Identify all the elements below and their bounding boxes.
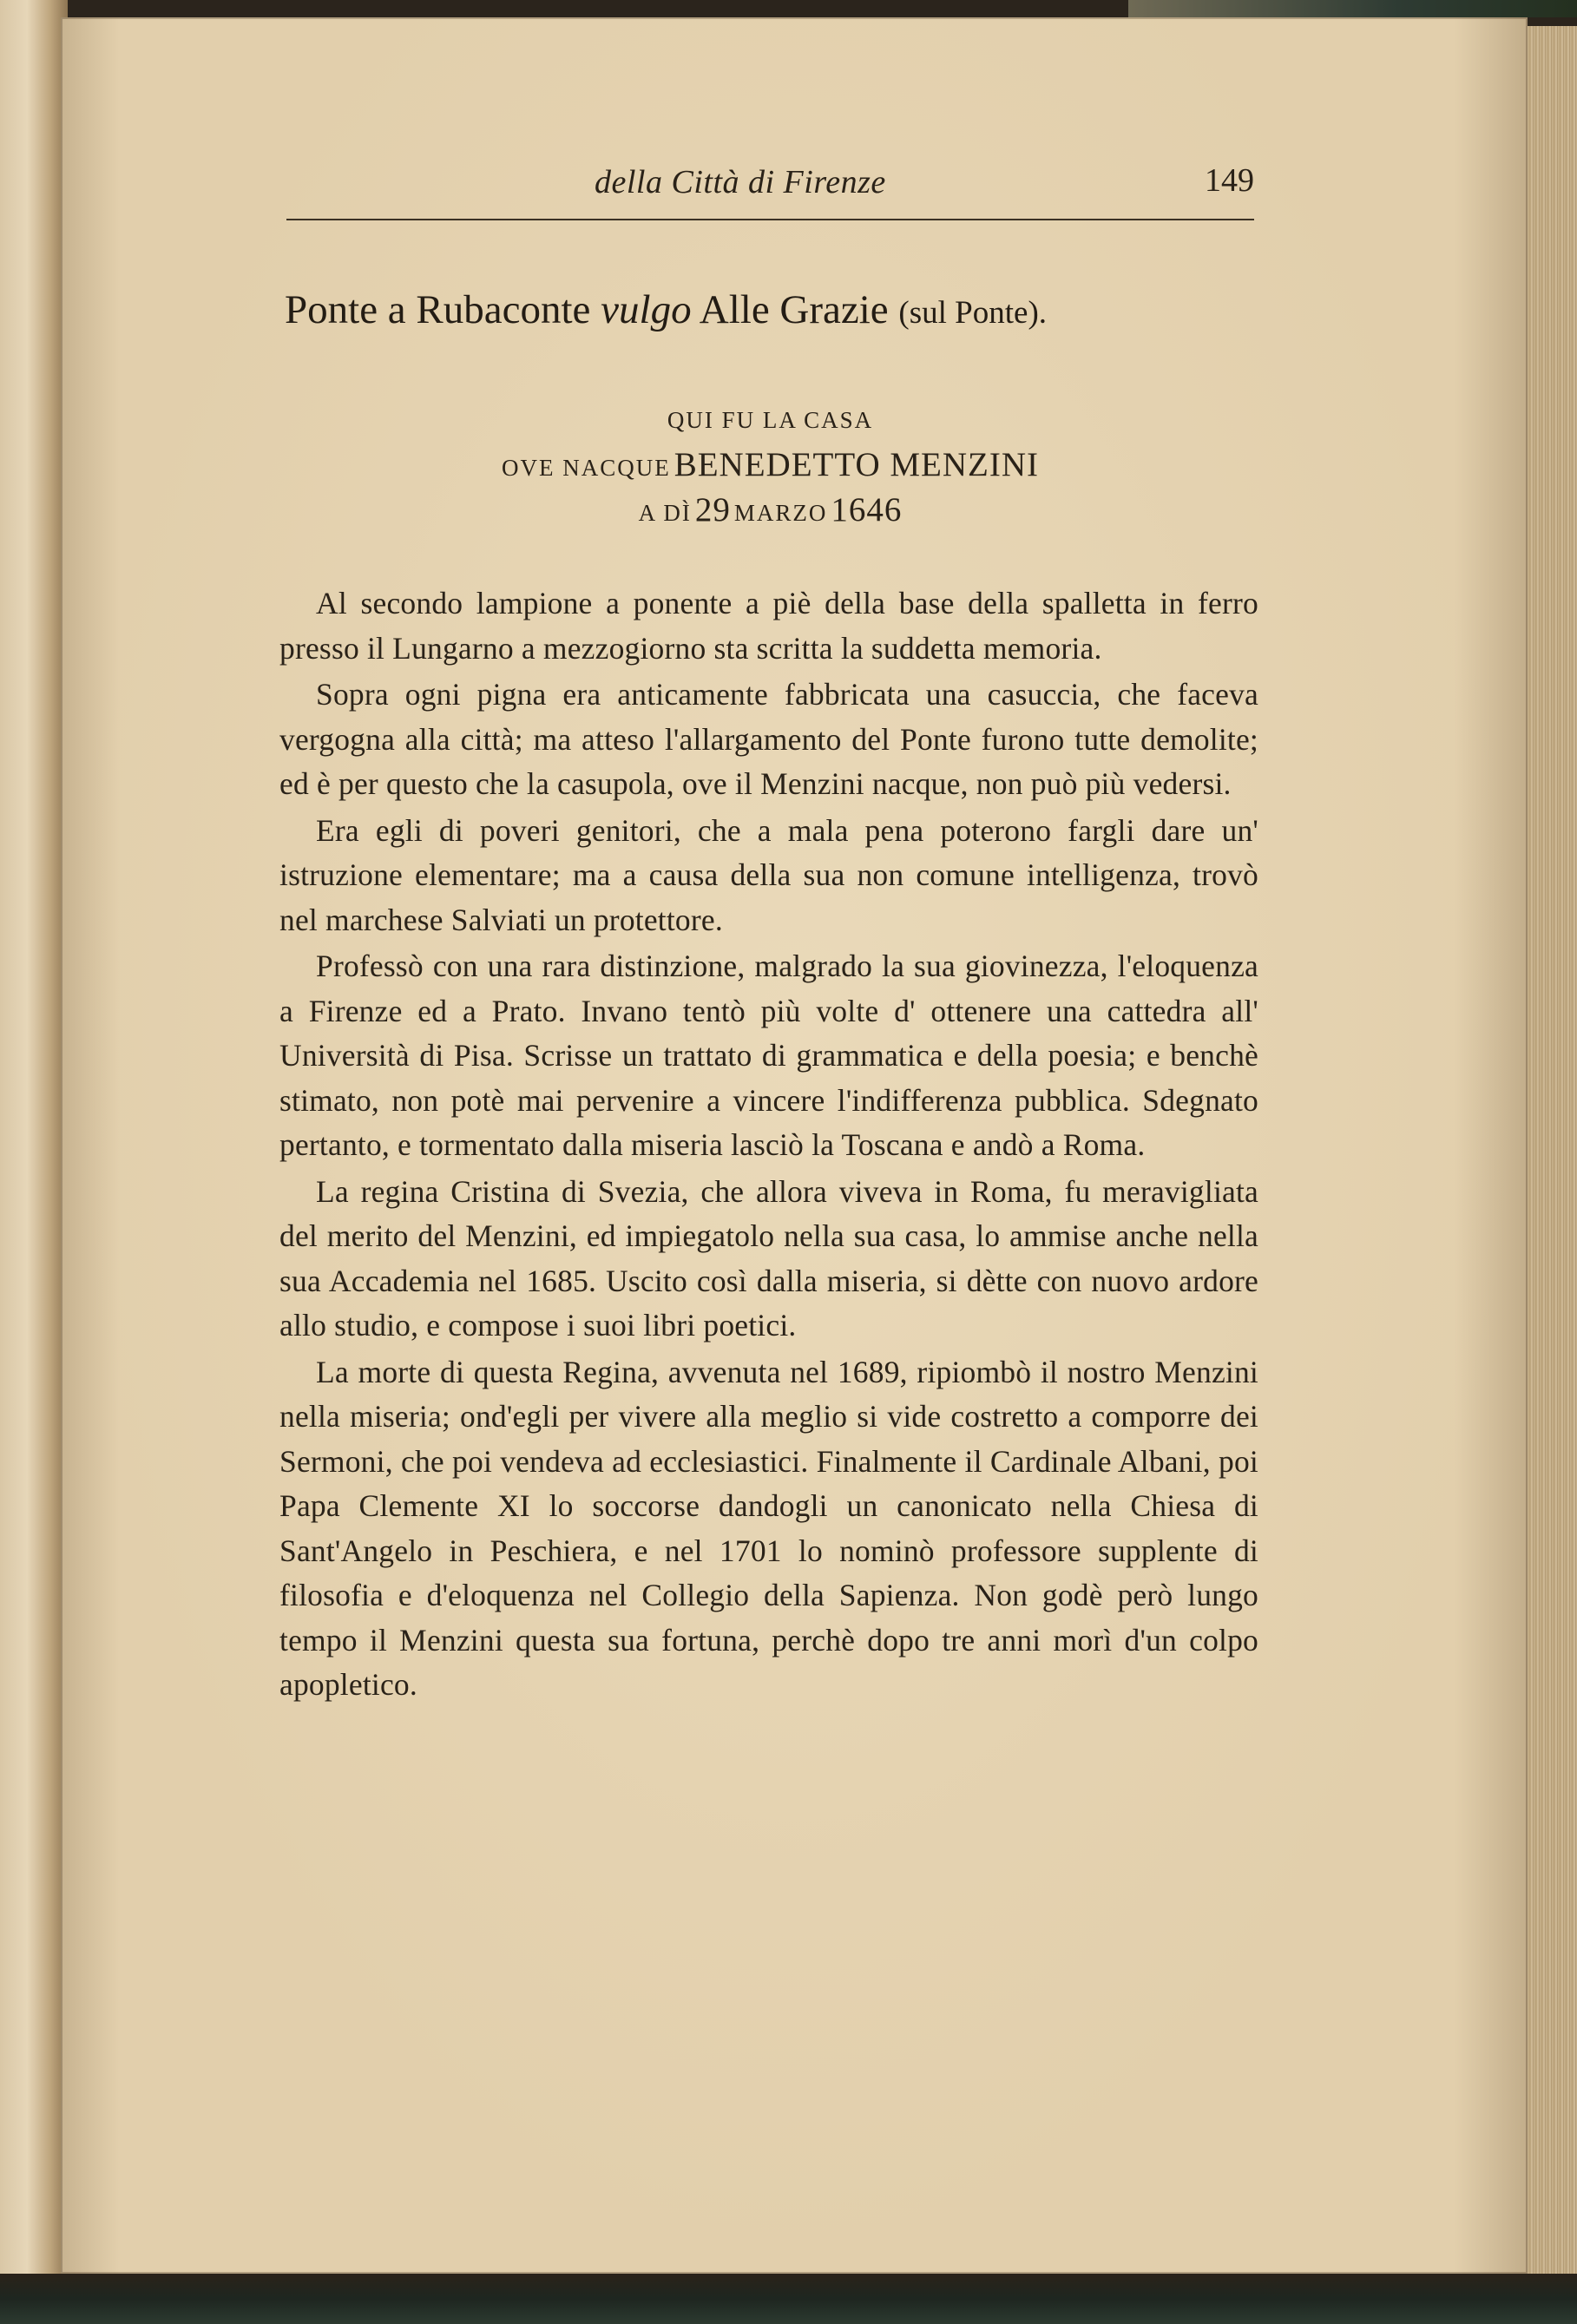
inscription-line-1: [286, 397, 1254, 443]
inscription-line-3: [286, 488, 1254, 533]
inscription-line-2-big: BENEDETTO MENZINI: [674, 446, 1040, 483]
inscription: [286, 397, 1254, 533]
inscription-line-1-text: QUI FU LA CASA: [667, 407, 874, 433]
title-part-1: Ponte a Rubaconte: [285, 287, 591, 332]
inscription-line-3-small-b: MARZO: [733, 500, 828, 526]
inscription-line-2-small: OVE NACQUE: [501, 455, 671, 481]
body-text: [279, 581, 1258, 1710]
page-edges: [1528, 26, 1577, 2282]
title-small: (sul Ponte).: [898, 295, 1048, 331]
title-part-2: Alle Grazie: [699, 287, 889, 332]
title-italic: vulgo: [601, 287, 692, 332]
book-spine: [0, 0, 68, 2324]
background-bottom: [0, 2274, 1577, 2324]
inscription-line-3-small-a: A DÌ: [638, 500, 692, 526]
paragraph: La regina Cristina di Svezia, che allora viveva in Roma, fu meravigliata del merito del Menzini, ed impiegatolo nella sua casa, lo ammise anche nella sua Accademia nel 1685. Uscito così dalla miseria, si dètte con nuovo ardore allo studio, e compose i suoi libri poetici.: [279, 1173, 1258, 1343]
running-title: della Città di Firenze: [595, 164, 886, 200]
page-number: 149: [1205, 162, 1254, 199]
background-top: [1128, 0, 1577, 17]
inscription-line-3-year: 1646: [831, 491, 903, 528]
inscription-line-2: [286, 443, 1254, 488]
paragraph: Sopra ogni pigna era anticamente fabbricata una casuccia, che faceva vergogna alla città; ma atteso l'allargamento del Ponte furono tutte demolite; ed è per questo che la casupola, ove il Menzini nacque, non può più vedersi.: [279, 677, 1258, 801]
inscription-line-3-num: 29: [694, 491, 731, 528]
header-rule: [286, 219, 1254, 220]
paragraph: La morte di questa Regina, avvenuta nel 1689, ripiombò il nostro Menzini nella miseria; ond'egli per vivere alla meglio si vide costretto a comporre dei Sermoni, che poi vendeva ad ecclesiastici. Finalmente il Cardinale Albani, poi Papa Clemente XI lo soccorse dandogli un canonicato nella Chiesa di Sant'Angelo in Peschiera, e nel 1701 lo nominò professore supplente di filosofia e d'eloquenza nel Collegio della Sapienza. Non godè però lungo tempo il Menzini questa sua fortuna, perchè dopo tre anni morì d'un colpo apopletico.: [279, 1354, 1258, 1702]
running-header: [286, 156, 1254, 208]
paragraph: Al secondo lampione a ponente a piè della base della spalletta in ferro presso il Lungarno a mezzogiorno sta scritta la suddetta memoria.: [279, 586, 1258, 666]
section-title: [285, 286, 1257, 333]
paragraph: Professò con una rara distinzione, malgrado la sua giovinezza, l'eloquenza a Firenze ed a Prato. Invano tentò più volte d' ottenere una cattedra all' Università di Pisa. Scrisse un trattato di grammatica e della poesia; e benchè stimato, non potè mai pervenire a vincere l'indifferenza pubblica. Sdegnato pertanto, e tormentato dalla miseria lasciò la Toscana e andò a Roma.: [279, 949, 1258, 1162]
paragraph: Era egli di poveri genitori, che a mala pena poterono fargli dare un' istruzione elementare; ma a causa della sua non comune intelligenza, trovò nel marchese Salviati un protettore.: [279, 812, 1258, 937]
